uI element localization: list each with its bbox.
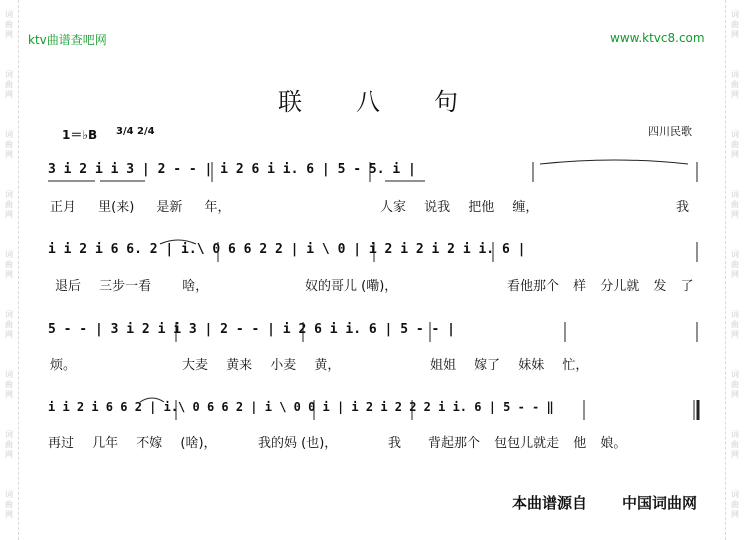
watermark-left-3: 词 曲 网 (5, 190, 13, 219)
lyric-line-2b: 奴的哥儿 (嘞)， (305, 279, 398, 294)
lyric-line-2c: 看他那个 样 分儿就 发 了 (507, 279, 694, 294)
lyric-line-4d: 背起那个 包包儿就走 他 娘。 (428, 436, 627, 451)
watermark-right-7: 词 曲 网 (731, 430, 739, 459)
watermark-right-8: 词 曲 网 (731, 490, 739, 519)
lyric-line-1a: 正月 里(来) 是新 年， (50, 200, 231, 215)
watermark-left-2: 词 曲 网 (5, 130, 13, 159)
time-signature: 3/4 2/4 (116, 126, 155, 137)
song-origin: 四川民歌 (648, 125, 692, 138)
watermark-right-2: 词 曲 网 (731, 130, 739, 159)
right-watermark-strip (725, 0, 744, 540)
lyric-line-1c: 我 (676, 200, 690, 215)
watermark-left-5: 词 曲 网 (5, 310, 13, 339)
watermark-left-7: 词 曲 网 (5, 430, 13, 459)
watermark-right-4: 词 曲 网 (731, 250, 739, 279)
notation-1: 3 i 2 i i 3 | 2 - - | i 2 6 i i. 6 | 5 - 5. i | (48, 162, 416, 177)
watermark-left-6: 词 曲 网 (5, 370, 13, 399)
song-title: 联 八 句 (278, 88, 460, 116)
site-url-right: www.ktvc8.com (610, 31, 705, 45)
key-signature: 1＝♭B (62, 128, 98, 142)
lyric-line-3b: 大麦 黄来 小麦 黄， (182, 358, 341, 373)
lyric-line-4b: 我的妈 (也)， (258, 436, 338, 451)
watermark-left-1: 词 曲 网 (5, 70, 13, 99)
lyric-line-2a: 退后 三步一看 啥， (55, 279, 209, 294)
lyric-line-3a: 烦。 (50, 358, 77, 373)
watermark-right-1: 词 曲 网 (731, 70, 739, 99)
notation-4: i i 2 i 6 6 2 | i.\ 0 6 6 2 | i \ 0 0 i | i 2 i 2 2 2 i i. 6 | 5 - - ‖ (48, 400, 554, 414)
footer-brand-link[interactable]: 中国词曲网 (622, 494, 698, 512)
left-watermark-strip (0, 0, 19, 540)
watermark-right-5: 词 曲 网 (731, 310, 739, 339)
watermark-left-4: 词 曲 网 (5, 250, 13, 279)
notation-3: 5 - - | 3 i 2 i i 3 | 2 - - | i 2 6 i i. 6 | 5 - - | (48, 322, 455, 337)
watermark-left-8: 词 曲 网 (5, 490, 13, 519)
watermark-right-0: 词 曲 网 (731, 10, 739, 39)
notation-2: i i 2 i 6 6. 2 | i.\ 0 6 6 2 2 | i \ 0 | i 2 i 2 i 2 i i. 6 | (48, 242, 526, 257)
lyric-line-3c: 姐姐 嫁了 妹妹 忙， (430, 358, 589, 373)
site-name-left: ktv曲谱查吧网 (28, 33, 107, 47)
watermark-right-3: 词 曲 网 (731, 190, 739, 219)
watermark-right-6: 词 曲 网 (731, 370, 739, 399)
watermark-left-0: 词 曲 网 (5, 10, 13, 39)
footer-source-label: 本曲谱源自 (512, 494, 588, 512)
lyric-line-4c: 我 (388, 436, 402, 451)
lyric-line-4a: 再过 几年 不嫁 (啥)， (48, 436, 217, 451)
lyric-line-1b: 人家 说我 把他 缠， (380, 200, 539, 215)
